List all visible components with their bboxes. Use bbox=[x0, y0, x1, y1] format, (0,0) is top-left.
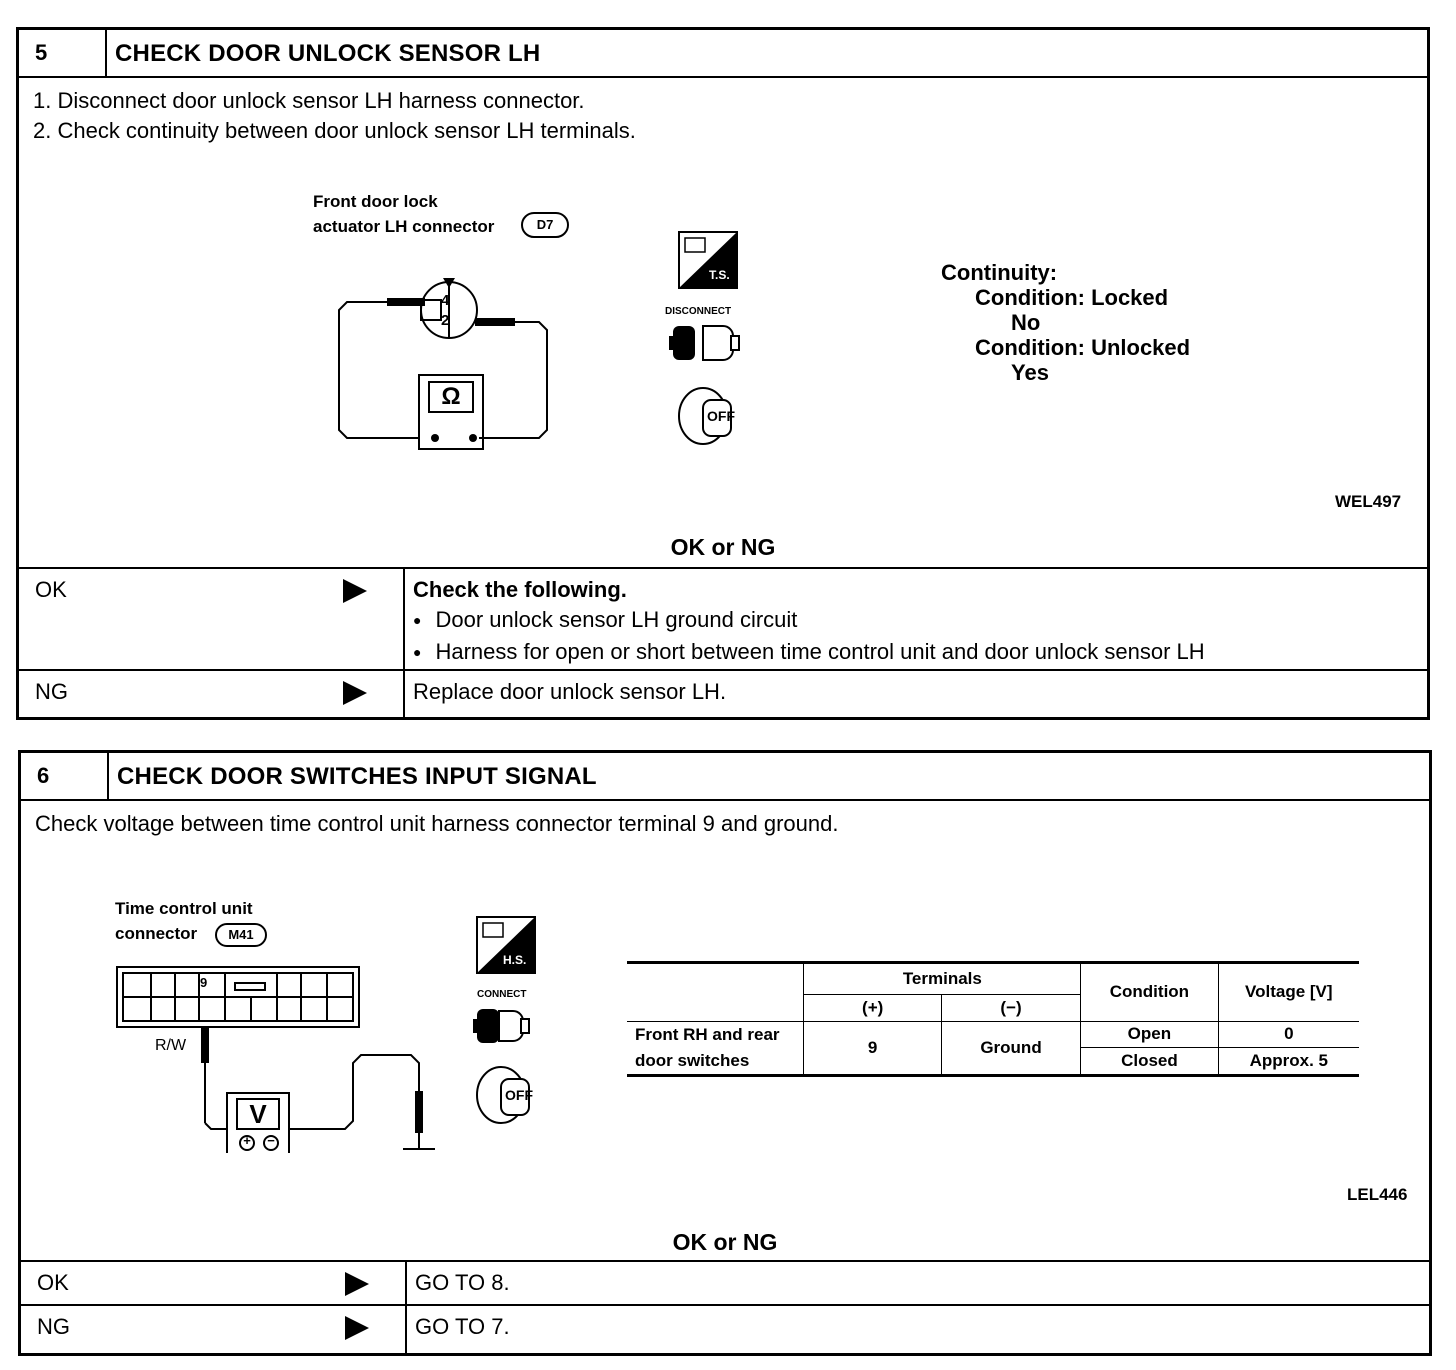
minus-header: (−) bbox=[941, 994, 1080, 1021]
step-number: 6 bbox=[21, 753, 109, 799]
probe-left bbox=[387, 298, 425, 306]
instruction-text: Check voltage between time control unit harness connector terminal 9 and ground. bbox=[35, 811, 839, 836]
hs-label: H.S. bbox=[503, 953, 527, 967]
wire-left bbox=[339, 302, 419, 438]
connect-icon bbox=[471, 1001, 541, 1051]
volt-closed: Approx. 5 bbox=[1218, 1047, 1359, 1073]
condition-header: Condition bbox=[1081, 964, 1218, 1021]
figure-ref-code: WEL497 bbox=[1335, 492, 1402, 511]
ng-result: GO TO 7. bbox=[415, 1314, 510, 1339]
volt-symbol: V bbox=[249, 1099, 267, 1129]
continuity-heading: Continuity: bbox=[941, 260, 1058, 285]
ng-row bbox=[21, 1304, 1429, 1356]
wire-color-label: R/W bbox=[155, 1037, 187, 1054]
terminal-4: 4 bbox=[441, 292, 450, 309]
plus-header: (+) bbox=[804, 994, 941, 1021]
icon-column bbox=[471, 915, 551, 1135]
connector-id-badge: D7 bbox=[521, 212, 569, 238]
condition-2: Condition: Unlocked bbox=[975, 335, 1191, 360]
connector-label: connector bbox=[115, 924, 198, 943]
terminal-9: 9 bbox=[200, 975, 208, 990]
ok-label: OK bbox=[37, 1270, 69, 1295]
step-6-box bbox=[18, 750, 1432, 1356]
ok-item-2: ● Harness for open or short between time control unit and door unlock sensor LH bbox=[413, 637, 1205, 669]
step-number: 5 bbox=[19, 30, 107, 76]
figure-ref-code: LEL446 bbox=[1347, 1185, 1408, 1204]
ok-or-ng-label: OK or NG bbox=[670, 534, 776, 560]
instruction bbox=[35, 809, 838, 839]
voltage-diagram bbox=[111, 893, 451, 1153]
ok-row bbox=[19, 567, 1427, 671]
minus-value: Ground bbox=[941, 1021, 1080, 1074]
ok-result bbox=[413, 575, 1205, 669]
icon-column bbox=[665, 230, 749, 450]
continuity-spec bbox=[941, 260, 1190, 385]
ok-row bbox=[21, 1260, 1429, 1306]
ng-label: NG bbox=[37, 1314, 70, 1339]
off-label: OFF bbox=[505, 1087, 533, 1103]
ok-or-ng-label: OK or NG bbox=[672, 1229, 778, 1255]
connector-label: actuator LH connector bbox=[313, 217, 495, 236]
probe-red bbox=[201, 1027, 209, 1063]
step-6-header bbox=[21, 753, 1429, 801]
blank-header-cell bbox=[627, 964, 804, 1021]
voltage-header: Voltage [V] bbox=[1218, 964, 1359, 1021]
row-label-line1: Front RH and rear bbox=[635, 1024, 780, 1044]
instruction-list bbox=[33, 86, 636, 146]
instruction-1: 1. Disconnect door unlock sensor LH harness connector. bbox=[33, 88, 585, 113]
connector-id-badge: M41 bbox=[215, 923, 267, 947]
connector-label: Front door lock bbox=[313, 192, 438, 211]
step-5-box bbox=[16, 27, 1430, 720]
ohm-symbol: Ω bbox=[441, 383, 461, 410]
step-title: CHECK DOOR SWITCHES INPUT SIGNAL bbox=[117, 763, 597, 790]
disconnect-label: DISCONNECT bbox=[665, 306, 732, 317]
ok-heading: Check the following. bbox=[413, 577, 627, 602]
arrow-icon bbox=[345, 1316, 369, 1340]
instruction-2: 2. Check continuity between door unlock sensor LH terminals. bbox=[33, 118, 636, 143]
step-5-header bbox=[19, 30, 1427, 78]
continuity-diagram bbox=[299, 190, 599, 460]
minus-terminal: − bbox=[267, 1133, 275, 1148]
connect-label: CONNECT bbox=[477, 989, 527, 1000]
cond-open: Open bbox=[1081, 1021, 1218, 1047]
volt-open: 0 bbox=[1218, 1021, 1359, 1047]
arrow-icon bbox=[343, 579, 367, 603]
wire-right bbox=[479, 322, 547, 438]
step-title: CHECK DOOR UNLOCK SENSOR LH bbox=[115, 40, 541, 67]
arrow-icon bbox=[343, 681, 367, 705]
cond-closed: Closed bbox=[1081, 1047, 1218, 1073]
plus-terminal: + bbox=[243, 1133, 251, 1148]
probe-ground bbox=[415, 1091, 423, 1133]
probe-right bbox=[475, 318, 515, 326]
result-2: Yes bbox=[1011, 360, 1049, 385]
disconnect-icon bbox=[669, 318, 749, 368]
arrow-icon bbox=[345, 1272, 369, 1296]
off-label: OFF bbox=[707, 408, 735, 424]
plus-value: 9 bbox=[804, 1021, 941, 1074]
ng-row bbox=[19, 669, 1427, 719]
ok-result: GO TO 8. bbox=[415, 1270, 510, 1295]
ts-label: T.S. bbox=[709, 268, 730, 282]
connector-label: Time control unit bbox=[115, 899, 253, 918]
ok-item-1: ● Door unlock sensor LH ground circuit bbox=[413, 605, 1205, 637]
row-label bbox=[627, 1021, 804, 1074]
condition-1: Condition: Locked bbox=[975, 285, 1169, 310]
ok-label: OK bbox=[35, 577, 67, 602]
ng-label: NG bbox=[35, 679, 68, 704]
voltage-circuit-svg bbox=[111, 893, 451, 1153]
row-label-line2: door switches bbox=[635, 1050, 750, 1070]
result-1: No bbox=[1011, 310, 1041, 335]
ng-result: Replace door unlock sensor LH. bbox=[413, 679, 727, 704]
terminals-header: Terminals bbox=[804, 964, 1081, 994]
voltage-spec-table bbox=[627, 961, 1359, 1077]
terminal-2: 2 bbox=[441, 312, 450, 329]
